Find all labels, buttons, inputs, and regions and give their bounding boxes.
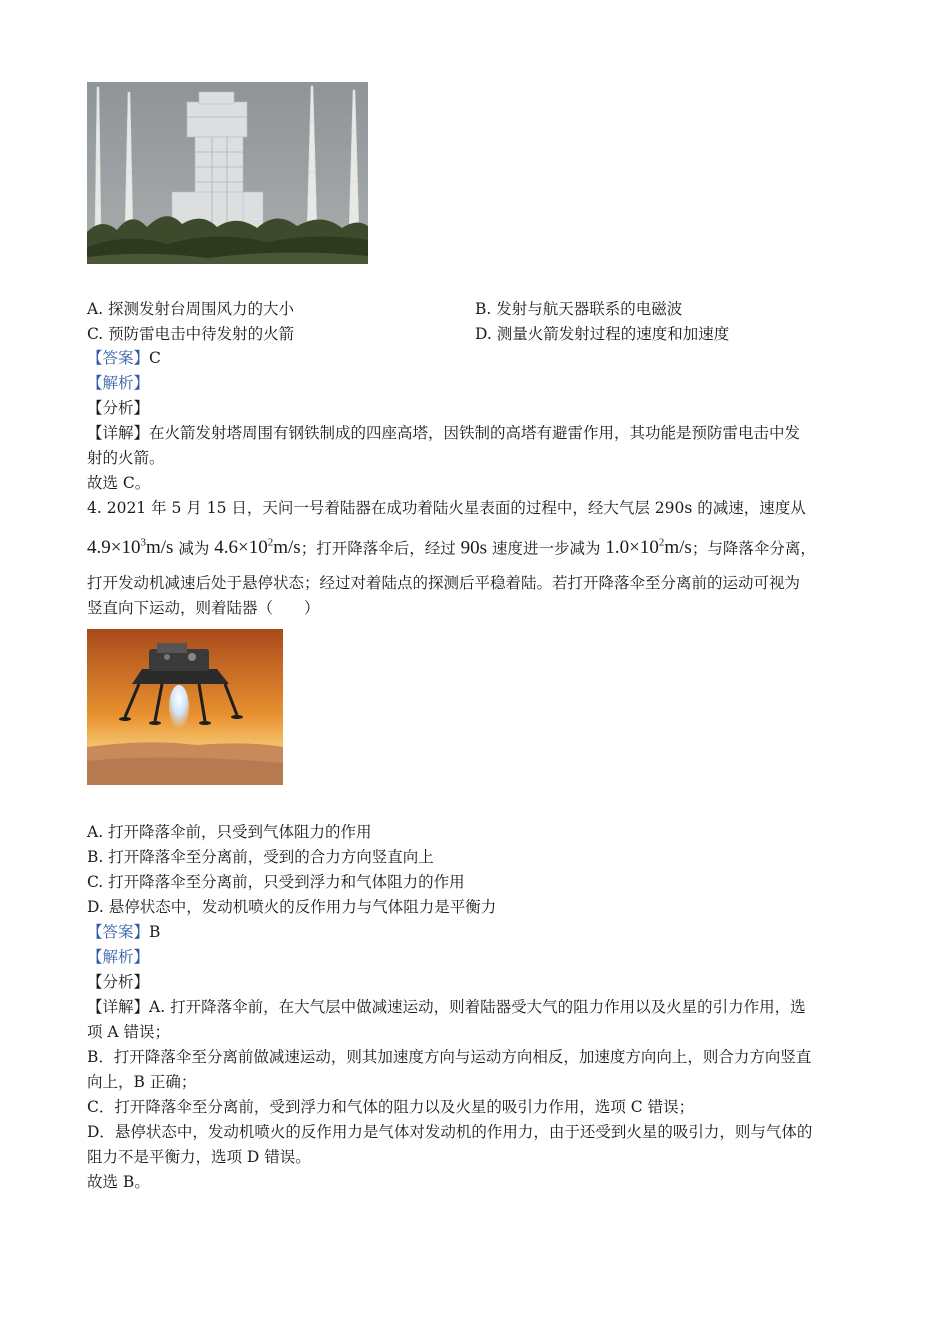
q4-fenxi-tag: 【分析】 [87, 973, 150, 991]
q3-conclusion: 故选 C。 [87, 474, 151, 492]
q4-answer-line [87, 921, 160, 943]
q4-detail-b-line-2: 向上，B 正确； [87, 1073, 197, 1091]
q4-detail-tag: 【详解】 [87, 998, 150, 1016]
q4-velocity-1 [87, 537, 173, 558]
q4-option-b: B. 打开降落伞至分离前，受到的合力方向竖直向上 [87, 848, 434, 866]
q4-stem-text-4: ；与降落伞分离， [691, 539, 816, 558]
q3-detail-tag: 【详解】 [87, 424, 150, 442]
q4-detail-d-line-1: D．悬停状态中，发动机喷火的反作用力是气体对发动机的作用力，由于还受到火星的吸引力，则与气体的 [87, 1123, 813, 1141]
q4-option-c: C. 打开降落伞至分离前，只受到浮力和气体阻力的作用 [87, 873, 465, 891]
q4-time-90s: 90s [460, 537, 488, 559]
q4-velocity-2 [214, 537, 300, 558]
q4-conclusion: 故选 B。 [87, 1173, 150, 1191]
q4-detail-d-line-2: 阻力不是平衡力，选项 D 错误。 [87, 1148, 311, 1166]
launch-tower-photo [87, 82, 368, 264]
q4-velocity-2-unit: m/s [273, 537, 301, 559]
q3-answer-value: C [149, 349, 161, 367]
q3-option-b: B. 发射与航天器联系的电磁波 [475, 300, 683, 318]
q4-stem-text-1: 减为 [173, 539, 215, 558]
q3-answer-tag: 【答案】 [87, 349, 150, 367]
q4-velocity-3 [605, 537, 691, 558]
q4-detail-a-line-1 [87, 996, 806, 1018]
q4-stem-line-3: 打开发动机减速后处于悬停状态；经过对着陆点的探测后平稳着陆。若打开降落伞至分离前的运动可视为 [87, 574, 801, 592]
q4-detail-a-line-2: 项 A 错误； [87, 1023, 171, 1041]
q3-detail-line-2: 射的火箭。 [87, 449, 165, 467]
q3-option-c: C. 预防雷电击中待发射的火箭 [87, 325, 295, 343]
q4-velocity-1-unit: m/s [145, 537, 174, 559]
q4-analysis-tag: 【解析】 [87, 948, 150, 966]
q4-velocity-1-exp: 3 [140, 537, 146, 549]
q3-option-a: A. 探测发射台周围风力的大小 [87, 300, 295, 318]
q3-option-d: D. 测量火箭发射过程的速度和加速度 [475, 325, 730, 343]
q4-velocity-3-exp: 2 [658, 537, 665, 549]
q4-velocity-3-base: 1.0×10 [605, 537, 659, 559]
q3-fenxi-tag: 【分析】 [87, 399, 150, 417]
q3-detail-text-1: 在火箭发射塔周围有钢铁制成的四座高塔，因铁制的高塔有避雷作用，其功能是预防雷电击中发 [149, 424, 801, 442]
q3-analysis-tag: 【解析】 [87, 374, 150, 392]
mars-lander-photo [87, 629, 283, 785]
q4-detail-b-line-1: B．打开降落伞至分离前做减速运动，则其加速度方向与运动方向相反，加速度方向向上，则合力方向竖直 [87, 1048, 812, 1066]
q4-velocity-1-base: 4.9×10 [87, 537, 141, 559]
q4-detail-c-line: C．打开降落伞至分离前，受到浮力和气体的阻力以及火星的吸引力作用，选项 C 错误； [87, 1098, 695, 1116]
q4-stem-text-2: ；打开降落伞后，经过 [300, 539, 461, 558]
q3-detail-line-1 [87, 422, 800, 444]
q4-velocity-2-base: 4.6×10 [214, 537, 268, 559]
q4-stem-text-3: 速度进一步减为 [487, 539, 606, 558]
q4-option-a: A. 打开降落伞前，只受到气体阻力的作用 [87, 823, 372, 841]
q4-stem-line-4: 竖直向下运动，则着陆器（ ） [87, 599, 320, 617]
q4-answer-value: B [149, 923, 161, 941]
q4-stem-line-1: 4. 2021 年 5 月 15 日，天问一号着陆器在成功着陆火星表面的过程中，经大气层 290s 的减速，速度从 [87, 499, 806, 517]
q4-detail-a-text-1: A. 打开降落伞前，在大气层中做减速运动，则着陆器受大气的阻力作用以及火星的引力作用，选 [149, 998, 806, 1016]
q4-velocity-3-unit: m/s [664, 537, 692, 559]
q4-answer-tag: 【答案】 [87, 923, 150, 941]
q4-velocity-2-exp: 2 [267, 537, 274, 549]
q4-option-d: D. 悬停状态中，发动机喷火的反作用力与气体阻力是平衡力 [87, 898, 497, 916]
q4-stem-line-2 [87, 532, 816, 559]
q3-answer-line [87, 347, 161, 369]
